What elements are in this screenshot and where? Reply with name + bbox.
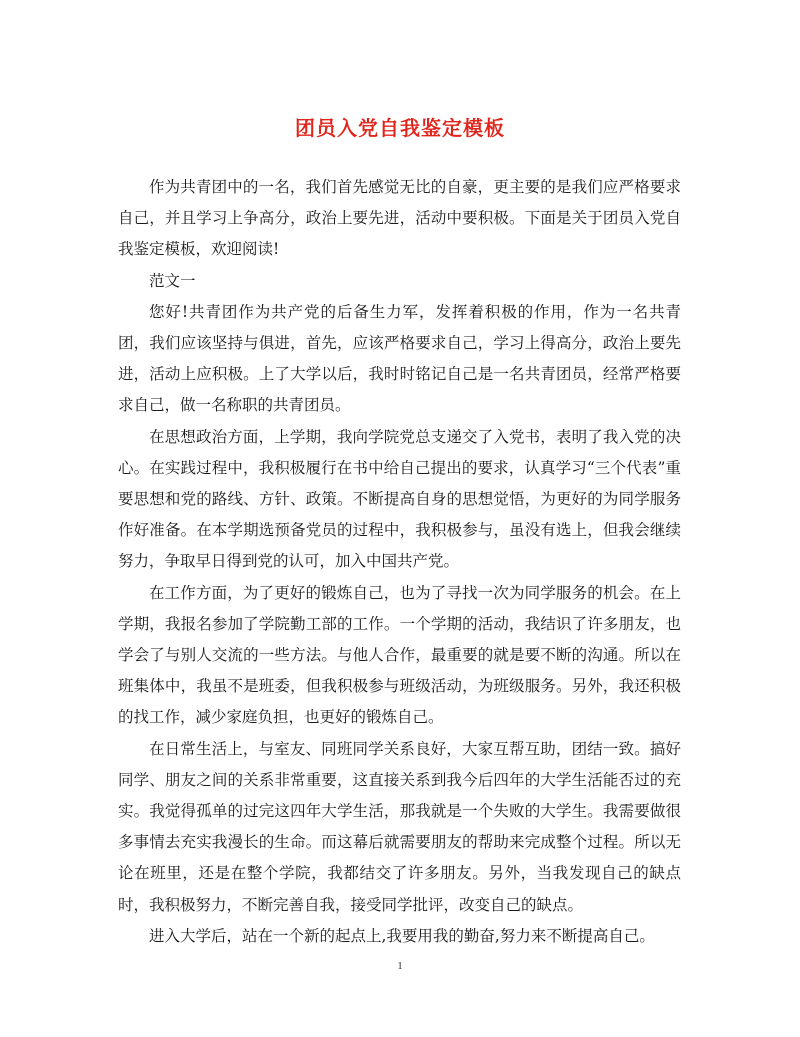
body-paragraph: 在工作方面，为了更好的锻炼自己，也为了寻找一次为同学服务的机会。在上学期，我报名参加了学院勤工部的工作。一个学期的活动，我结识了许多朋友，也学会了与别人交流的一些方法。与他人合作，最重要的就是要不断的沟通。所以在班集体中，我虽不是班委，但我积极参与班级活动，为班级服务。另外，我还积极的找工作，减少家庭负担，也更好的锻炼自己。 bbox=[118, 583, 681, 727]
page-number: 1 bbox=[397, 960, 403, 972]
document-title: 团员入党自我鉴定模板 bbox=[295, 116, 505, 140]
section-heading-sample-one: 范文一 bbox=[149, 271, 196, 290]
body-paragraph: 进入大学后，站在一个新的起点上,我要用我的勤奋,努力来不断提高自己。 bbox=[149, 926, 655, 945]
body-paragraph: 您好!共青团作为共产党的后备生力军，发挥着积极的作用，作为一名共青团，我们应该坚持与俱进，首先，应该严格要求自己，学习上得高分，政治上要先进，活动上应积极。上了大学以后，我时时铭记自己是一名共青团员，经常严格要求自己，做一名称职的共青团员。 bbox=[118, 302, 681, 415]
body-paragraph: 在思想政治方面，上学期，我向学院党总支递交了入党书，表明了我入党的决心。在实践过程中，我积极履行在书中给自己提出的要求，认真学习“三个代表”重要思想和党的路线、方针、政策。不断提高自身的思想觉悟，为更好的为同学服务作好准备。在本学期选预备党员的过程中，我积极参与，虽没有选上，但我会继续努力，争取早日得到党的认可，加入中国共产党。 bbox=[118, 427, 681, 571]
intro-paragraph: 作为共青团中的一名，我们首先感觉无比的自豪，更主要的是我们应严格要求自己，并且学习上争高分，政治上要先进，活动中要积极。下面是关于团员入党自我鉴定模板，欢迎阅读! bbox=[118, 178, 681, 259]
body-paragraph: 在日常生活上，与室友、同班同学关系良好，大家互帮互助，团结一致。搞好同学、朋友之间的关系非常重要，这直接关系到我今后四年的大学生活能否过的充实。我觉得孤单的过完这四年大学生活，那我就是一个失败的大学生。我需要做很多事情去充实我漫长的生命。而这幕后就需要朋友的帮助来完成整个过程。所以无论在班里，还是在整个学院，我都结交了许多朋友。另外，当我发现自己的缺点时，我积极努力，不断完善自我，接受同学批评，改变自己的缺点。 bbox=[118, 739, 681, 914]
document-body bbox=[118, 172, 681, 952]
